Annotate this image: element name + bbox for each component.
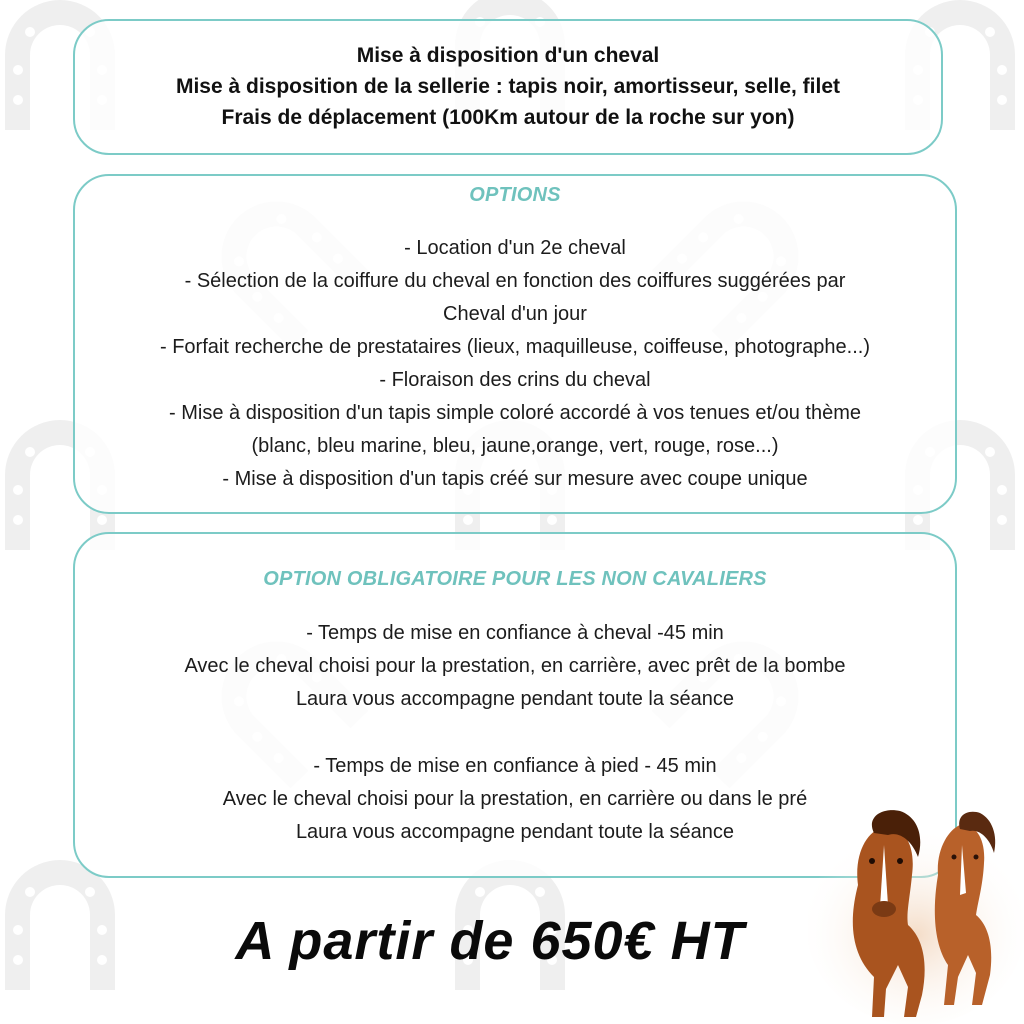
options-list [85,232,945,496]
mandatory-option-horseback [85,617,945,716]
options-box [73,174,957,514]
included-line: Frais de déplacement (100Km autour de la roche sur yon) [221,106,795,129]
option-line: (blanc, bleu marine, bleu, jaune,orange, vert, rouge, rose...) [251,435,779,457]
option-line: - Mise à disposition d'un tapis simple coloré accordé à vos tenues et/ou thème [169,402,861,424]
included-services-box [73,19,943,155]
option-line: - Floraison des crins du cheval [379,369,651,391]
included-line: Mise à disposition d'un cheval [356,44,660,67]
options-title: OPTIONS [469,184,561,206]
mandatory-line: Avec le cheval choisi pour la prestation, en carrière, avec prêt de la bombe [184,655,846,677]
option-line: - Forfait recherche de prestataires (lieux, maquilleuse, coiffeuse, photographe...) [160,336,870,358]
mandatory-line: - Temps de mise en confiance à cheval -45 min [306,622,724,644]
option-line: - Location d'un 2e cheval [404,237,626,259]
mandatory-line: Avec le cheval choisi pour la prestation, en carrière ou dans le pré [222,788,808,810]
mandatory-line: Laura vous accompagne pendant toute la séance [295,821,735,843]
mandatory-line: - Temps de mise en confiance à pied - 45 min [313,755,717,777]
option-line: - Sélection de la coiffure du cheval en fonction des coiffures suggérées par [184,270,846,292]
option-line: Cheval d'un jour [443,303,587,325]
mandatory-line: Laura vous accompagne pendant toute la séance [295,688,735,710]
included-line: Mise à disposition de la sellerie : tapis noir, amortisseur, selle, filet [175,75,841,98]
mandatory-option-title: OPTION OBLIGATOIRE POUR LES NON CAVALIERS [263,568,767,590]
option-line: - Mise à disposition d'un tapis créé sur mesure avec coupe unique [222,468,808,490]
price-label: A partir de 650€ HT [235,911,745,971]
horses-illustration [808,805,1024,1024]
